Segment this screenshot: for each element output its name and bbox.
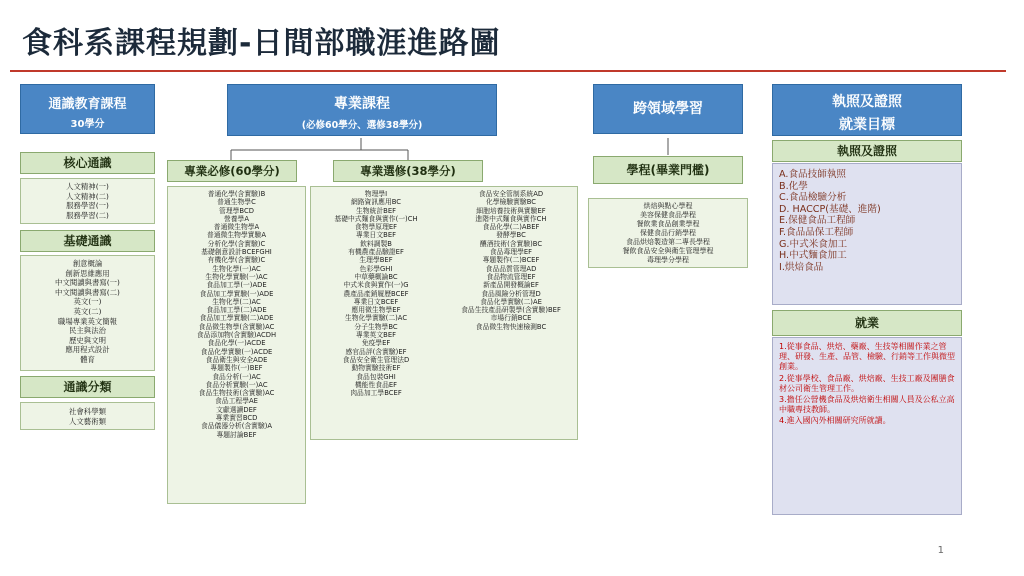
list-item: 食品安全管制系統AD: [478, 190, 544, 198]
list-item: 釀酒技術(含實驗)BC: [479, 239, 543, 248]
list-item: 專題討論BEF: [216, 430, 257, 439]
list-item: 色彩學GHI: [359, 264, 393, 273]
list-item: 食品品質管理AD: [485, 264, 537, 273]
list-item: F.食品品保工程師: [779, 226, 854, 238]
list-item: 職場專業英文簡報: [57, 316, 118, 326]
list-item: 生物統計BEF: [355, 206, 397, 215]
list-item: 服務學習(二): [66, 210, 109, 220]
list-item: 感官品評(含實驗)EF: [345, 347, 407, 356]
list-item: 市場行銷BCE: [490, 314, 532, 323]
distribution-general-list: [20, 402, 155, 430]
list-item: C.食品檢驗分析: [779, 192, 847, 204]
list-item: 食品包裝GHI: [356, 372, 396, 381]
list-item: 機能性食品EF: [354, 380, 398, 389]
list-item: 應用程式設計: [65, 345, 110, 355]
list-item: 基礎中式麵食與實作(一)CH: [334, 214, 418, 223]
general-education-credits: 30學分: [70, 119, 105, 130]
list-item: B.化學: [779, 180, 808, 192]
list-item: 新產品開發概論EF: [483, 281, 539, 290]
list-item: 創意概論: [72, 259, 103, 268]
list-item: 專題製作(一)BEF: [210, 364, 263, 373]
list-item: 2.從事學校、食品廠、烘焙廠、生技工廠及團膳食材公司衛生管理工作。: [779, 373, 955, 393]
licenses-header: [772, 84, 962, 136]
list-item: 食品化學實驗(一)ACDE: [200, 347, 273, 356]
list-item: 細胞培養技術與實驗EF: [476, 206, 546, 215]
list-item: 烘焙與點心學程: [643, 202, 693, 210]
general-education-title: 通識教育課程: [48, 97, 127, 112]
required-courses-label: 專業必修(60學分): [167, 160, 297, 182]
list-item: 社會科學類: [69, 407, 106, 416]
elective-courses-list: [310, 186, 578, 440]
list-item: 食品生技產品研製學(含實驗)BEF: [461, 306, 561, 315]
list-item: 食品添加物(含實驗)ACDH: [196, 331, 277, 340]
professional-courses-header: [227, 84, 497, 136]
list-item: 有機化學(含實驗)C: [207, 256, 266, 265]
list-item: 食品物流管理EF: [486, 272, 536, 281]
list-item: 生物化學實驗(二)AC: [344, 314, 408, 323]
list-item: 化學檢驗實驗BC: [485, 198, 537, 207]
program-label: 學程(畢業門檻): [593, 156, 743, 184]
list-item: 食品儀器分析(含實驗)A: [200, 422, 273, 431]
list-item: 食品毒理學EF: [489, 248, 533, 257]
list-item: 免疫學EF: [361, 339, 391, 348]
list-item: 分析化學(含實驗)C: [207, 239, 266, 248]
list-item: 食品安全衛生管理法D: [342, 355, 410, 364]
list-item: 專業日文BCEF: [353, 297, 399, 306]
list-item: D. HACCP(基礎、進階): [779, 203, 881, 215]
list-item: 服務學習(一): [66, 201, 109, 211]
basic-general-list: [20, 255, 155, 371]
list-item: 有機農產品驗證EF: [348, 248, 404, 257]
list-item: 食品分析實驗(一)AC: [205, 380, 268, 389]
list-item: 分子生物學BC: [354, 322, 398, 331]
list-item: 普通化學(含實驗)B: [207, 190, 266, 198]
licenses-title: 執照及證照: [832, 94, 902, 110]
list-item: 網路資訊應用BC: [350, 198, 402, 207]
list-item: 人文精神(一): [66, 182, 109, 191]
list-item: 食品工程學AE: [215, 397, 258, 406]
list-item: 食品化學實驗(二)AE: [480, 297, 542, 306]
list-item: 食品加工學(二)ADE: [206, 306, 267, 315]
elective-column-1: [313, 190, 439, 397]
list-item: 普通生物學C: [217, 198, 256, 207]
list-item: 管理學BCD: [219, 206, 254, 215]
list-item: 食品化學(二)ABEF: [482, 223, 540, 232]
list-item: H.中式麵食加工: [779, 250, 847, 262]
list-item: 動物實驗技術EF: [351, 364, 401, 373]
list-item: 英文(一): [73, 297, 102, 307]
list-item: 食物學原理EF: [354, 223, 398, 232]
list-item: 食品衛生與安全ADE: [205, 355, 268, 364]
page-title: 食科系課程規劃-日間部職涯進路圖: [22, 26, 501, 61]
list-item: 1.從事食品、烘焙、藥廠、生技等相關作業之管理、研發、生產、品管、檢驗、行銷等工作與微型創業。: [779, 342, 955, 372]
list-item: 發酵學BC: [496, 231, 526, 240]
list-item: 飲料調製B: [360, 239, 392, 248]
basic-general-label: 基礎通識: [20, 230, 155, 252]
elective-column-2: [447, 190, 575, 331]
list-item: 4.進入國內外相關研究所就讀。: [779, 416, 891, 426]
list-item: G.中式米食加工: [779, 238, 848, 250]
list-item: 專題製作(二)BCEF: [482, 256, 540, 265]
employment-label: 就業: [772, 310, 962, 336]
list-item: 美容保健食品學程: [640, 211, 696, 219]
professional-courses-title: 專業課程: [334, 96, 390, 112]
list-item: 中草藥概論BC: [354, 272, 398, 281]
list-item: 食品加工學實驗(二)ADE: [199, 314, 274, 323]
list-item: 生理學BEF: [359, 256, 393, 265]
list-item: 專業英文BEF: [355, 331, 397, 340]
elective-courses-label: 專業選修(38學分): [333, 160, 483, 182]
list-item: 保健食品行銷學程: [640, 229, 696, 237]
list-item: 人文藝術類: [69, 416, 106, 426]
list-item: 食品加工學實驗(一)ADE: [199, 289, 274, 298]
list-item: 歷史與文明: [69, 335, 106, 345]
list-item: 專業日文BEF: [355, 231, 397, 240]
list-item: A.食品技師執照: [779, 169, 847, 180]
list-item: 中式米食與實作(一)G: [343, 281, 409, 290]
list-item: 中文閱讀與書寫(一): [55, 278, 120, 288]
list-item: 基礎創意設計BCEFGHI: [201, 248, 272, 257]
list-item: 餐飲業食品創業學程: [636, 220, 700, 228]
list-item: 中文閱讀與書寫(二): [55, 287, 120, 297]
list-item: 普通微生物學A: [213, 223, 260, 232]
list-item: 毒理學分學程: [647, 256, 689, 264]
list-item: 進階中式麵食與實作CH: [475, 214, 547, 223]
list-item: 餐飲食品安全與衛生管理學程: [622, 247, 714, 255]
list-item: 民主與法治: [69, 326, 106, 336]
certificates-list: [772, 163, 962, 305]
list-item: 英文(二): [73, 306, 102, 316]
list-item: E.保健食品工程師: [779, 215, 856, 227]
employment-goal-title: 就業目標: [839, 117, 895, 133]
professional-courses-credits: (必修60學分、選修38學分): [301, 120, 423, 131]
list-item: 應用微生物學EF: [351, 306, 401, 315]
list-item: 體育: [80, 354, 95, 364]
list-item: 食品生物技術(含實驗)AC: [198, 389, 275, 398]
core-general-label: 核心通識: [20, 152, 155, 174]
program-list: [588, 198, 748, 268]
list-item: 食品風險分析管理D: [481, 289, 541, 298]
list-item: 文獻選讀DEF: [216, 405, 257, 414]
list-item: 人文精神(二): [66, 191, 109, 201]
list-item: 食品化學(一)ACDE: [207, 339, 266, 348]
cross-domain-header: 跨領域學習: [593, 84, 743, 134]
employment-list: [772, 337, 962, 515]
list-item: 農產品產銷履歷BCEF: [343, 289, 409, 298]
certificates-label: 執照及證照: [772, 140, 962, 162]
list-item: 食品加工學(一)ADE: [206, 281, 267, 290]
list-item: 生物化學(二)AC: [212, 297, 261, 306]
list-item: 食品烘焙製造第二專長學程: [626, 238, 710, 246]
list-item: 生物化學(一)AC: [212, 264, 261, 273]
page-number: 1: [937, 545, 944, 556]
general-education-header: [20, 84, 155, 134]
list-item: 生物化學實驗(一)AC: [205, 272, 268, 281]
required-courses-list: [167, 186, 306, 504]
list-item: 肉品加工學BCEF: [350, 389, 402, 398]
list-item: 食品分析(一)AC: [212, 372, 261, 381]
distribution-general-label: 通識分類: [20, 376, 155, 398]
list-item: 營養學A: [223, 214, 250, 223]
list-item: 食品微生物快速檢測BC: [475, 322, 547, 331]
list-item: 食品微生物學(含實驗)AC: [198, 322, 275, 331]
core-general-list: [20, 178, 155, 224]
list-item: 物理學I: [364, 190, 388, 198]
list-item: I.烘焙食品: [779, 261, 824, 273]
list-item: 普通微生物學實驗A: [206, 231, 267, 240]
list-item: 3.擔任公營機食品及烘焙衛生相關人員及公私立高中職專技教師。: [779, 395, 955, 415]
list-item: 創新思維應用: [65, 268, 110, 278]
list-item: 專業實習BCD: [215, 414, 258, 423]
